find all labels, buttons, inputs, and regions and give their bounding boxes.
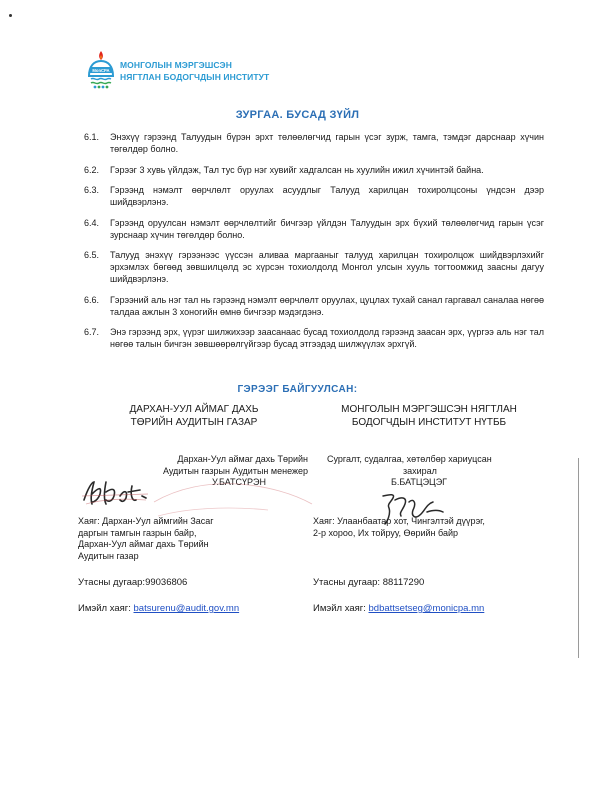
clause-text: Энэхүү гэрээнд Талуудын бүрэн эрхт төлөөлөгчид гарын үсэг зурж, тамга, тэмдэг дарснаар хүчин төгөлдөр болно. <box>110 132 544 154</box>
right-party-signatory <box>327 454 543 489</box>
left-party-email-row <box>78 603 239 615</box>
left-party-address-line3: Дархан-Уул аймаг дахь Төрийн <box>78 539 209 549</box>
institute-name-line2: НЯГТЛАН БОДОГЧДЫН ИНСТИТУТ <box>120 72 270 82</box>
clause-text: Гэрээний аль нэг тал нь гэрээнд нэмэлт өөрчлөлт оруулах, цуцлах тухай санал гаргавал саналаа нөгөө талдаа ажлын 3 хоногийн өмнө бичгээр мэдэгдэнэ. <box>110 294 544 317</box>
clause-text: Энэ гэрээнд эрх, үүрэг шилжихээр заасанаас бусад тохиолдолд гэрээнд заасан эрх, үүргээ аль нэг тал нөгөө талын бичгэн зөвшөөрөлгүйгээр бусад этгээдэд шилжүүлэх эрхгүй. <box>110 327 544 349</box>
right-party-address-line2: 2-р хороо, Их тойруу, Өөрийн байр <box>313 527 458 538</box>
right-party-email-link[interactable]: bdbattsetseg@monicpa.mn <box>368 603 485 614</box>
clause-text: Гэрээг 3 хувь үйлдэж, Тал тус бүр нэг хувийг хадгалсан нь хуулийн ижил хүчинтэй байна. <box>110 164 484 175</box>
institute-name-line1: МОНГОЛЫН МЭРГЭШСЭН <box>120 60 232 70</box>
clause-text: Талууд энэхүү гэрээнээс үүссэн аливаа маргааныг талууд харилцан тохиролцож шийдвэрлэхийг эрхэмлэх бөгөөд зөвшилцөлд эс хүрсэн тохиолдолд Монгол улсын хууль тогтоомжид заасны дагуу шийдвэрлэнэ. <box>110 250 544 284</box>
clause-number: 6.1. <box>84 132 100 142</box>
clause-number: 6.2. <box>84 164 100 175</box>
right-party-org-line1: МОНГОЛЫН МЭРГЭШСЭН НЯГТЛАН <box>341 404 517 415</box>
left-party-org <box>78 404 310 429</box>
clause-item <box>84 249 544 285</box>
clause-item <box>84 131 544 155</box>
left-party-phone: Утасны дугаар:99036806 <box>78 577 188 588</box>
right-party-org <box>313 404 545 429</box>
left-signature-image <box>80 476 152 510</box>
right-party-email-label: Имэйл хаяг: <box>313 603 369 614</box>
clause-item <box>84 184 544 208</box>
clause-list <box>84 131 544 359</box>
right-party-name: Б.БАТЦЭЦЭГ <box>391 477 448 487</box>
right-party-address-line1: Хаяг: Улаанбаатар хот, Чингэлтэй дүүрэг, <box>313 516 485 526</box>
left-party-email-label: Имэйл хаяг: <box>78 603 134 614</box>
scan-edge-line <box>578 458 579 658</box>
scan-mark <box>9 14 12 17</box>
left-party-address-line4: Аудитын газар <box>78 550 139 561</box>
left-party-address-line2: даргын тамгын газрын байр, <box>78 527 197 538</box>
right-party-role-line1: Сургалт, судалгаа, хөтөлбөр хариуцсан <box>327 454 492 464</box>
right-party-role-line2: захирал <box>403 465 437 476</box>
clause-item <box>84 164 544 176</box>
clause-number: 6.3. <box>84 185 100 195</box>
clause-text: Гэрээнд оруулсан нэмэлт өөрчлөлтийг бичгээр үйлдэн Талуудын эрх бүхий төлөөлөгчид гарын үсэг зурснаар хүчин төгөлдөр болно. <box>110 217 544 240</box>
left-party-role-line2: Аудитын газрын Аудитын менежер <box>162 465 308 476</box>
clause-number: 6.5. <box>84 250 100 260</box>
right-party-address <box>313 516 545 539</box>
clause-text: Гэрээнд нэмэлт өөрчлөлт оруулах асуудлыг Талууд харилцан тохиролцсоны үндсэн дээр шийдвэрлэнэ. <box>110 185 544 207</box>
right-party-block <box>313 404 545 614</box>
right-party-phone: Утасны дугаар: 88117290 <box>313 577 425 588</box>
clause-number: 6.7. <box>84 327 100 337</box>
logo-text: MonCPA <box>92 67 110 73</box>
left-party-address-line1: Хаяг: Дархан-Уул аймгийн Засаг <box>78 516 214 526</box>
institute-name <box>120 59 269 83</box>
left-party-email-link[interactable]: batsurenu@audit.gov.mn <box>133 603 240 614</box>
left-party-org-line2: ТӨРИЙН АУДИТЫН ГАЗАР <box>130 416 258 428</box>
left-party-address <box>78 516 310 562</box>
parties-title: ГЭРЭЭГ БАЙГУУЛСАН: <box>237 384 358 395</box>
left-party-org-line1: ДАРХАН-УУЛ АЙМАГ ДАХЬ <box>129 404 259 415</box>
right-party-email-row <box>313 603 484 615</box>
left-party-role-line1: Дархан-Уул аймаг дахь Төрийн <box>177 454 308 464</box>
clause-item <box>84 326 544 350</box>
clause-item <box>84 217 544 241</box>
section-title: ЗУРГАА. БУСАД ЗҮЙЛ <box>235 109 360 121</box>
clause-number: 6.6. <box>84 294 100 305</box>
left-party-name: У.БАТСҮРЭН <box>211 477 266 487</box>
left-party-block <box>78 404 310 614</box>
institute-logo <box>86 50 116 90</box>
clause-number: 6.4. <box>84 217 100 228</box>
clause-item <box>84 294 544 318</box>
left-seal-stamp <box>148 444 318 524</box>
right-party-org-line2: БОДОГЧДЫН ИНСТИТУТ НҮТББ <box>351 416 507 428</box>
